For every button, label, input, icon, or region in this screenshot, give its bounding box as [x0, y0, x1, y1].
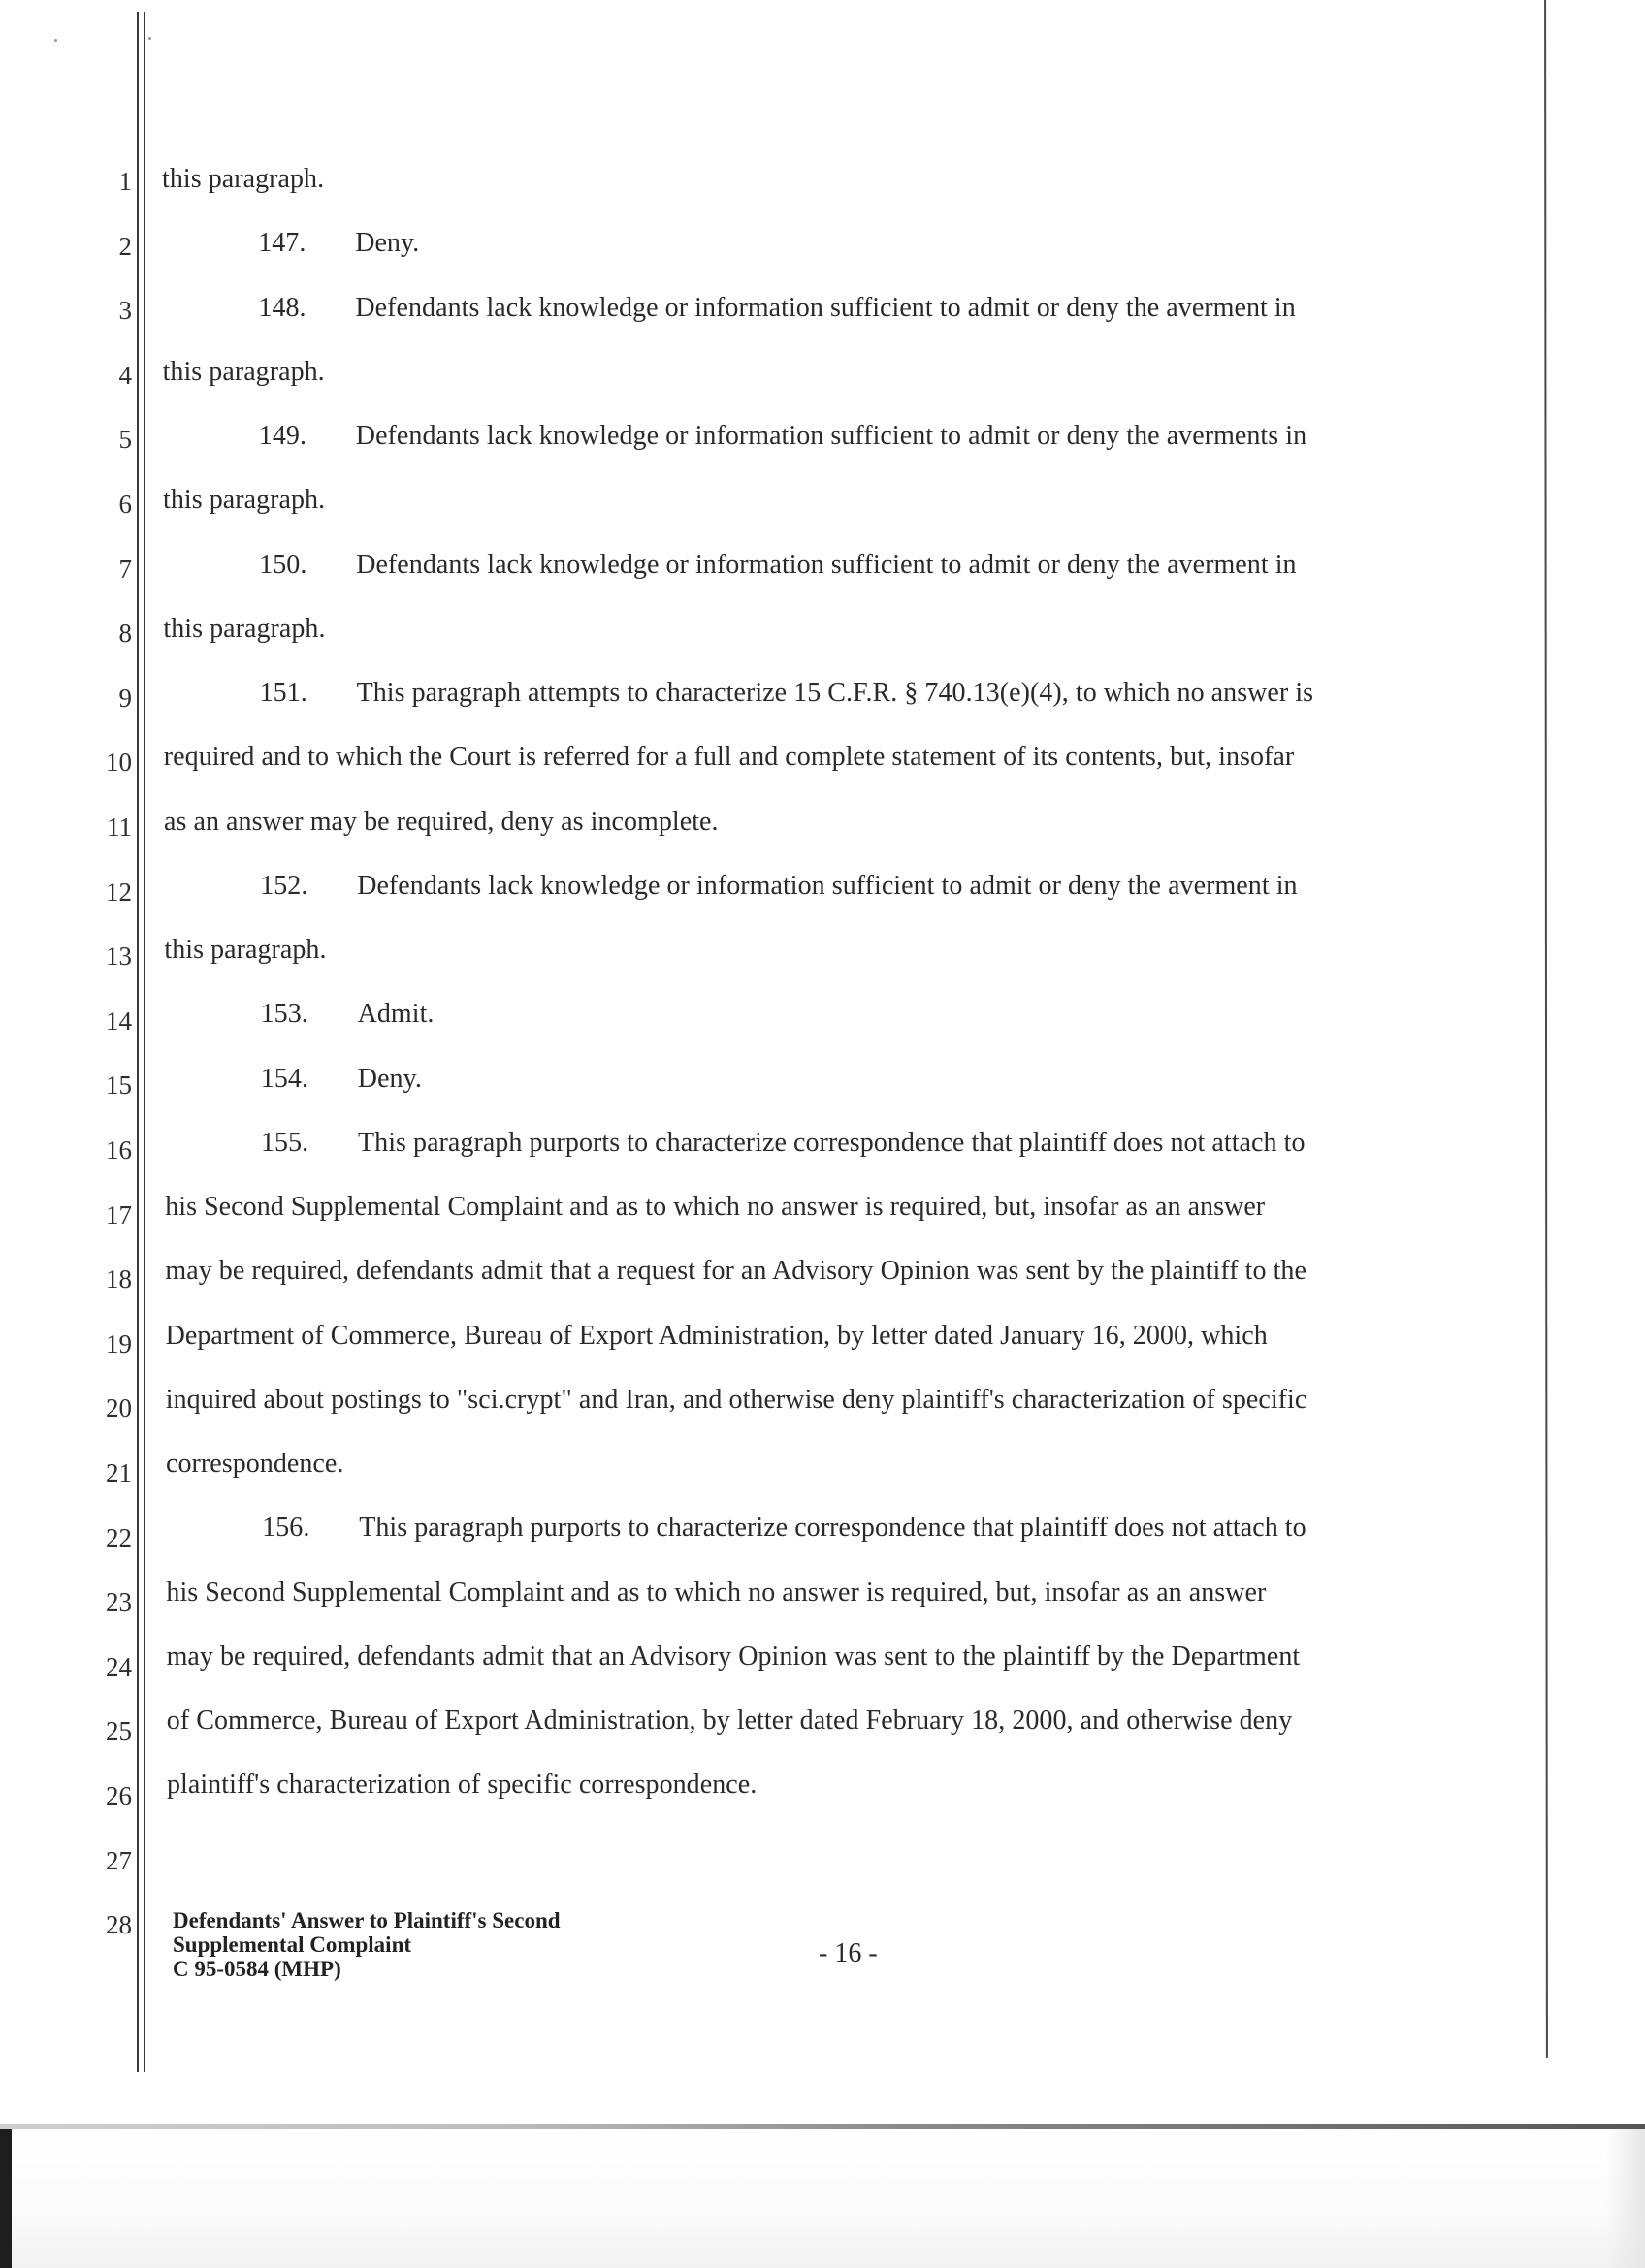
line-number: 24 [106, 1651, 132, 1681]
line-number: 15 [106, 1070, 132, 1101]
line-text: his Second Supplemental Complaint and as to which no answer is required, but, insofar as an answer [165, 1192, 1266, 1222]
paragraph-line [164, 742, 1294, 773]
line-text: this paragraph. [162, 356, 325, 387]
line-text: Defendants lack knowledge or information sufficient to admit or deny the averment in [357, 870, 1298, 901]
scan-speck [54, 39, 57, 42]
line-number: 8 [118, 619, 132, 649]
paragraph-line [165, 1192, 1265, 1223]
numbered-paragraph-line [261, 1128, 1306, 1159]
line-text: Deny. [357, 1063, 422, 1094]
line-text: required and to which the Court is referred for a full and complete statement of its contents, but, insofar [163, 742, 1295, 773]
line-number: 13 [106, 942, 132, 972]
scan-speck [148, 37, 151, 40]
line-number: 6 [118, 490, 132, 519]
paragraph-line [166, 1449, 343, 1480]
line-text: this paragraph. [163, 485, 326, 516]
paragraph-line [163, 357, 325, 388]
line-number: 17 [106, 1199, 132, 1230]
line-text: this paragraph. [162, 164, 325, 194]
line-number: 28 [106, 1910, 132, 1940]
footer-title-line1: Defendants' Answer to Plaintiff's Second [173, 1908, 561, 1933]
numbered-paragraph-line [261, 999, 435, 1030]
page-number: - 16 - [819, 1938, 878, 1968]
paragraph-number: 151. [259, 678, 307, 708]
line-text: Defendants lack knowledge or information sufficient to admit or deny the averments in [355, 421, 1307, 451]
line-number: 5 [118, 425, 132, 455]
numbered-paragraph-line [258, 293, 1295, 324]
numbered-paragraph-line [259, 421, 1306, 452]
scan-dark-edge [0, 2129, 12, 2268]
paragraph-number: 155. [261, 1127, 309, 1158]
line-number: 3 [118, 296, 132, 326]
line-number: 9 [118, 683, 132, 713]
line-text: Department of Commerce, Bureau of Export Administration, by letter dated January 16, 2000, which [165, 1320, 1268, 1351]
line-text: may be required, defendants admit that an Advisory Opinion was sent to the plaintiff by the Department [166, 1641, 1301, 1672]
line-number: 25 [106, 1716, 132, 1746]
line-text: This paragraph purports to characterize correspondence that plaintiff does not attach to [359, 1513, 1306, 1544]
paragraph-number: 149. [258, 421, 306, 451]
line-number: 4 [118, 360, 132, 390]
footer-case-number: C 95-0584 (MHP) [173, 1957, 341, 1981]
line-text: as an answer may be required, deny as incomplete. [164, 806, 719, 837]
line-text: Defendants lack knowledge or information sufficient to admit or deny the averment in [355, 292, 1296, 323]
line-text: may be required, defendants admit that a request for an Advisory Opinion was sent by the plaintiff to the [165, 1256, 1306, 1287]
line-number: 12 [106, 877, 132, 907]
line-text: correspondence. [166, 1449, 344, 1479]
paragraph-line [166, 1385, 1307, 1416]
paragraph-line [167, 1706, 1292, 1737]
line-number: 10 [106, 748, 132, 778]
line-number: 23 [106, 1587, 132, 1617]
paragraph-number: 154. [260, 1063, 308, 1094]
paragraph-line [163, 485, 325, 516]
footer-title-line2: Supplemental Complaint [173, 1933, 412, 1957]
line-text: This paragraph purports to characterize correspondence that plaintiff does not attach to [358, 1127, 1306, 1158]
left-margin-rule-inner [144, 12, 145, 2072]
footer-caption [173, 1908, 561, 1981]
scan-background [0, 2129, 1645, 2268]
numbered-paragraph-line [260, 678, 1314, 709]
line-number: 7 [118, 554, 132, 584]
line-text: Deny. [355, 228, 420, 259]
paragraph-number: 156. [262, 1513, 310, 1544]
paragraph-line [166, 1321, 1268, 1352]
scan-shadow [1606, 2129, 1645, 2268]
line-number: 18 [106, 1264, 132, 1294]
numbered-paragraph-line [259, 550, 1296, 581]
line-number: 16 [106, 1135, 132, 1165]
paragraph-line [167, 1770, 757, 1801]
right-margin-rule [1544, 0, 1548, 2058]
paragraph-number: 153. [260, 999, 308, 1030]
line-number: 14 [106, 1006, 132, 1036]
line-number: 27 [106, 1845, 132, 1875]
numbered-paragraph-line [261, 1064, 422, 1095]
line-text: this paragraph. [164, 935, 327, 965]
line-number: 1 [118, 167, 132, 196]
line-text: Defendants lack knowledge or information sufficient to admit or deny the averment in [356, 549, 1297, 580]
paragraph-line [165, 1256, 1306, 1287]
line-number: 20 [106, 1393, 132, 1423]
line-number: 22 [106, 1522, 132, 1552]
line-text: of Commerce, Bureau of Export Administration, by letter dated February 18, 2000, and otherwise deny [166, 1706, 1293, 1736]
paragraph-line [167, 1642, 1301, 1673]
paragraph-number: 150. [259, 549, 307, 580]
numbered-paragraph-line [258, 228, 419, 259]
line-number: 19 [106, 1328, 132, 1358]
line-number: 26 [106, 1781, 132, 1810]
paragraph-line [166, 1578, 1266, 1609]
paragraph-number: 148. [258, 292, 306, 323]
line-text: Admit. [357, 999, 435, 1030]
numbered-paragraph-line [260, 871, 1297, 902]
paragraph-line [164, 935, 326, 966]
paragraph-number: 152. [260, 870, 308, 901]
paragraph-number: 147. [258, 228, 306, 259]
numbered-paragraph-line [262, 1513, 1306, 1544]
line-number: 11 [107, 813, 132, 842]
paragraph-line [164, 807, 719, 838]
paragraph-line [163, 614, 325, 645]
line-text: this paragraph. [163, 613, 326, 644]
line-text: This paragraph attempts to characterize 15 C.F.R. § 740.13(e)(4), to which no answer is [356, 678, 1314, 708]
line-text: his Second Supplemental Complaint and as to which no answer is required, but, insofar as an answer [166, 1577, 1267, 1608]
paragraph-line [162, 164, 324, 195]
left-margin-rule-outer [137, 12, 139, 2072]
line-number: 21 [106, 1458, 132, 1487]
line-number: 2 [118, 231, 132, 261]
line-text: plaintiff's characterization of specific correspondence. [167, 1770, 758, 1801]
line-text: inquired about postings to "sci.crypt" and Iran, and otherwise deny plaintiff's characterization of specific [165, 1384, 1307, 1415]
